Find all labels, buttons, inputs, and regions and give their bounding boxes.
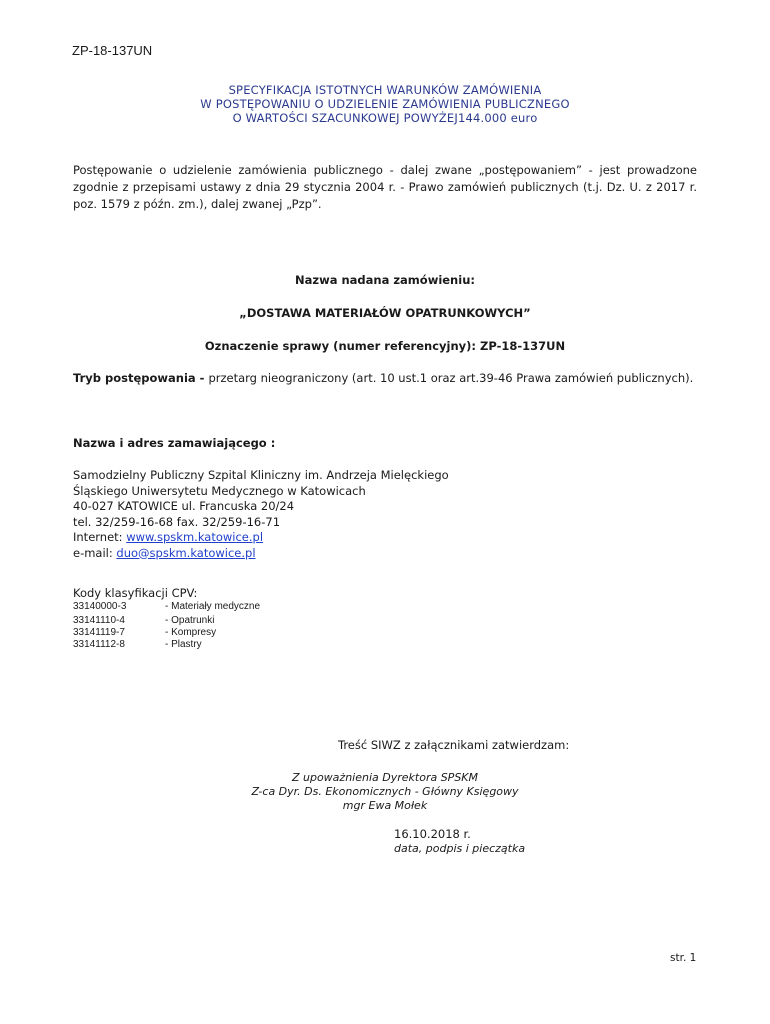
address-email [73, 546, 449, 562]
email-link[interactable]: duo@spskm.katowice.pl [116, 545, 256, 560]
address-line-2: Śląskiego Uniwersytetu Medycznego w Katowicach [73, 483, 366, 498]
cpv-description: - Materiały medyczne [165, 601, 261, 612]
cpv-row [73, 639, 202, 650]
address-phone-fax: tel. 32/259-16-68 fax. 32/259-16-71 [73, 514, 281, 529]
contracting-authority-heading: Nazwa i adres zamawiającego : [73, 436, 276, 450]
date-signature-label: data, podpis i pieczątka [394, 842, 526, 855]
signature-line-2: Z-ca Dyr. Ds. Ekonomicznych - Główny Księgowy [251, 785, 519, 798]
email-label: e-mail: [73, 545, 117, 560]
address-line-1: Samodzielny Publiczny Szpital Kliniczny im. Andrzeja Mielęckiego [73, 468, 449, 482]
cpv-row [73, 627, 216, 638]
address-line-3: 40-027 KATOWICE ul. Francuska 20/24 [73, 499, 295, 513]
order-name: „DOSTAWA MATERIAŁÓW OPATRUNKOWYCH” [239, 306, 531, 320]
contracting-authority-address [73, 468, 449, 561]
cpv-code: 33141119-7 [73, 627, 125, 638]
document-reference: ZP-18-137UN [72, 43, 153, 58]
title-line-3: O WARTOŚCI SZACUNKOWEJ POWYŻEJ144.000 euro [232, 111, 538, 125]
website-link[interactable]: www.spskm.katowice.pl [126, 530, 264, 544]
procedure-mode-value: przetarg nieograniczony (art. 10 ust.1 oraz art.39-46 Prawa zamówień publicznych). [208, 371, 694, 385]
cpv-code: 33140000-3 [73, 601, 127, 612]
intro-paragraph: Postępowanie o udzielenie zamówienia publicznego - dalej zwane „postępowaniem” - jest prowadzone zgodnie z przepisami ustawy z dnia 29 stycznia 2004 r. - Prawo zamówień publicznych (t.j. Dz. U. z 2017 r. poz. 1579 z późn. zm.), dalej zwanej „Pzp”. [73, 163, 697, 211]
cpv-description: - Opatrunki [165, 615, 215, 626]
cpv-code: 33141110-4 [73, 615, 125, 626]
cpv-description: - Plastry [165, 639, 202, 650]
cpv-code: 33141112-8 [73, 639, 125, 650]
internet-label: Internet: [73, 530, 127, 544]
approval-date: 16.10.2018 r. [394, 827, 471, 841]
page-number: str. 1 [670, 952, 697, 964]
signature-line-3: mgr Ewa Mołek [342, 799, 428, 812]
title-line-2: W POSTĘPOWANIU O UDZIELENIE ZAMÓWIENIA PUBLICZNEGO [200, 97, 570, 111]
approval-statement: Treść SIWZ z załącznikami zatwierdzam: [338, 738, 570, 752]
signature-line-1: Z upoważnienia Dyrektora SPSKM [291, 771, 479, 784]
cpv-row [73, 615, 214, 626]
cpv-label: Kody klasyfikacji CPV: [73, 586, 198, 600]
procedure-mode-label: Tryb postępowania - [73, 371, 209, 385]
cpv-row [73, 601, 260, 612]
title-line-1: SPECYFIKACJA ISTOTNYCH WARUNKÓW ZAMÓWIENIA [228, 83, 542, 97]
cpv-description: - Kompresy [165, 627, 217, 638]
procedure-mode [73, 371, 693, 385]
address-internet [73, 530, 449, 546]
order-name-label: Nazwa nadana zamówieniu: [295, 273, 475, 287]
case-reference: Oznaczenie sprawy (numer referencyjny): ZP-18-137UN [204, 339, 566, 353]
